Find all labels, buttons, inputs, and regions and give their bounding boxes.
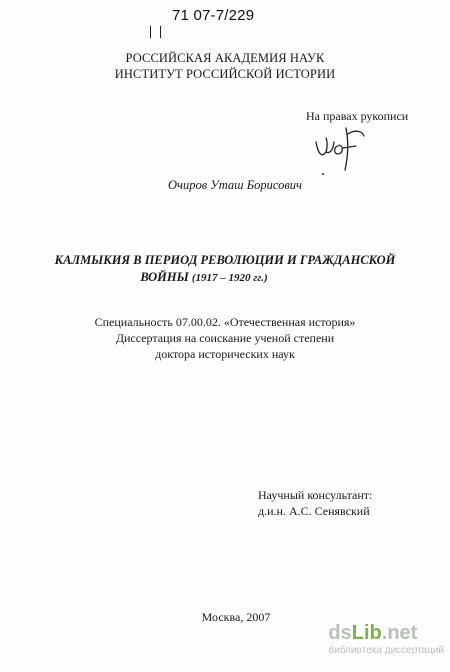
stamp-mark: [150, 26, 161, 38]
rights-note: На правах рукописи: [306, 109, 409, 123]
place-and-year: Москва, 2007: [201, 610, 271, 624]
watermark-logo-suffix: .net: [381, 622, 418, 644]
watermark-subtitle: библиотека диссертаций: [328, 645, 444, 656]
handwritten-signature: [312, 124, 372, 174]
dissertation-title-line-2: [0, 269, 450, 287]
specialty-line: Специальность 07.00.02. «Отечественная история»: [94, 315, 356, 329]
watermark-logo: [328, 622, 444, 644]
author-name: Очиров Уташ Борисович: [168, 178, 302, 192]
organization-line-2: ИНСТИТУТ РОССИЙСКОЙ ИСТОРИИ: [114, 67, 336, 81]
advisor-name: д.и.н. А.С. Сенявский: [258, 504, 370, 518]
watermark: [328, 622, 444, 656]
watermark-logo-main: Lib: [351, 622, 382, 644]
advisor-label: Научный консультант:: [258, 488, 373, 502]
degree-line-1: Диссертация на соискание ученой степени: [115, 331, 335, 345]
organization-line-1: РОССИЙСКАЯ АКАДЕМИЯ НАУК: [125, 51, 325, 65]
catalog-stamp: 71 07-7/229: [172, 7, 255, 24]
dissertation-title-line-1: КАЛМЫКИЯ В ПЕРИОД РЕВОЛЮЦИИ И ГРАЖДАНСКОЙ: [54, 253, 396, 267]
degree-line-2: доктора исторических наук: [155, 347, 295, 361]
title-years: (1917 – 1920 гг.): [191, 272, 268, 284]
title-word: ВОЙНЫ: [140, 270, 189, 284]
ink-dot: [322, 173, 324, 175]
watermark-logo-prefix: ds: [328, 622, 352, 644]
